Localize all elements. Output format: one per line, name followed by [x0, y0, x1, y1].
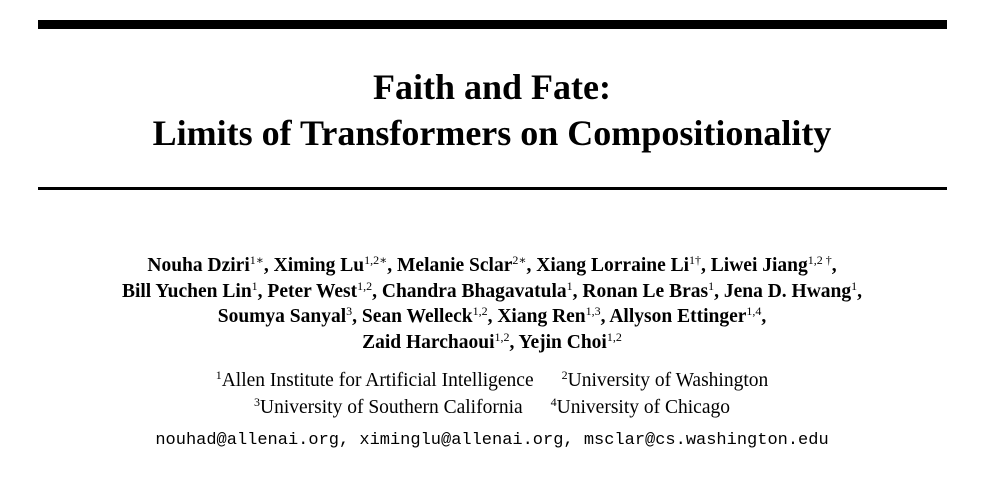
author — [536, 255, 706, 276]
affiliation — [254, 394, 523, 421]
title-line-2: Limits of Transformers on Compositionality — [152, 113, 832, 153]
author-name: Nouha Dziri — [147, 255, 250, 276]
author-affiliation-marker: 1 — [851, 278, 858, 293]
author-separator: , — [831, 255, 837, 276]
author-separator: , — [372, 280, 377, 302]
author-separator: , — [509, 331, 515, 353]
affiliation — [551, 394, 730, 421]
affiliation-number: 1 — [215, 368, 222, 382]
author-affiliation-marker: 1 — [708, 278, 715, 293]
author-affiliation-marker: 1† — [689, 253, 702, 267]
author-affiliation-marker: 1,2∗ — [364, 253, 388, 267]
author-name: Ronan Le Bras — [582, 280, 709, 302]
author-name: Soumya Sanyal — [217, 306, 347, 327]
author-name: Sean Welleck — [361, 306, 473, 327]
author-name: Melanie Sclar — [397, 255, 513, 276]
author-separator: , — [701, 255, 706, 276]
affiliation-number: 2 — [561, 368, 568, 382]
bottom-rule — [38, 187, 947, 190]
top-rule — [38, 20, 947, 29]
author-affiliation-marker: 2∗ — [512, 253, 527, 267]
author-affiliation-marker: 1,2 — [472, 304, 488, 318]
author — [397, 255, 531, 276]
author-name: Chandra Bhagavatula — [381, 280, 567, 302]
author-list — [0, 253, 984, 355]
author-emails: nouhad@allenai.org, ximinglu@allenai.org, msclar@cs.washington.edu — [155, 431, 829, 450]
author-name: Ximing Lu — [273, 255, 365, 276]
title-line-1: Faith and Fate: — [373, 67, 611, 107]
author — [147, 255, 268, 276]
author-affiliation-marker: 3 — [346, 304, 353, 318]
author-separator: , — [600, 306, 606, 327]
affiliation — [216, 367, 534, 394]
author — [267, 278, 377, 302]
author — [609, 306, 766, 327]
author-separator: , — [257, 280, 263, 302]
author-separator: , — [387, 255, 393, 276]
author-separator: , — [263, 255, 269, 276]
author — [362, 306, 493, 327]
affiliation-name: University of Chicago — [556, 397, 730, 418]
affiliation-name: Allen Institute for Artificial Intelligence — [221, 370, 534, 391]
author — [497, 306, 605, 327]
paper-title — [0, 64, 984, 156]
author-name: Zaid Harchaoui — [362, 331, 495, 353]
affiliation-name: University of Washington — [567, 370, 769, 391]
author-line — [0, 304, 984, 330]
author-affiliation-marker: 1,4 — [746, 304, 762, 318]
author — [723, 278, 863, 302]
author-separator: , — [352, 306, 358, 327]
author — [518, 329, 622, 353]
author — [362, 329, 515, 353]
author-affiliation-marker: 1 — [566, 278, 573, 293]
affiliation-line — [0, 394, 984, 421]
author-separator: , — [526, 255, 532, 276]
affiliation-number: 3 — [254, 395, 260, 409]
author — [711, 255, 837, 276]
author-affiliation-marker: 1∗ — [249, 253, 264, 267]
author-separator: , — [857, 280, 863, 302]
author — [381, 278, 578, 302]
author — [274, 255, 393, 276]
author-separator: , — [572, 280, 578, 302]
author-affiliation-marker: 1,2 † — [807, 253, 832, 267]
author-name: Xiang Lorraine Li — [536, 255, 690, 276]
author-name: Yejin Choi — [518, 331, 607, 353]
author-line — [0, 330, 984, 356]
affiliation-list — [0, 367, 984, 421]
author-affiliation-marker: 1,2 — [357, 278, 373, 293]
author-affiliation-marker: 1,2 — [606, 329, 622, 344]
author — [121, 278, 263, 302]
author-name: Allyson Ettinger — [609, 306, 747, 327]
author-name: Jena D. Hwang — [723, 280, 852, 302]
author-affiliation-marker: 1,3 — [585, 304, 601, 318]
author — [582, 278, 719, 302]
affiliation — [562, 367, 769, 394]
author-name: Bill Yuchen Lin — [121, 280, 252, 302]
author-separator: , — [761, 306, 767, 327]
author-line — [0, 253, 984, 279]
author — [218, 306, 357, 327]
affiliation-line — [0, 367, 984, 394]
author-line — [0, 279, 984, 305]
author-affiliation-marker: 1,2 — [494, 329, 510, 344]
author-separator: , — [714, 280, 719, 302]
affiliation-name: University of Southern California — [260, 397, 523, 418]
author-name: Peter West — [267, 280, 358, 302]
affiliation-number: 4 — [550, 395, 557, 409]
author-name: Xiang Ren — [497, 306, 586, 327]
author-name: Liwei Jiang — [710, 255, 808, 276]
author-separator: , — [487, 306, 493, 327]
author-affiliation-marker: 1 — [251, 278, 258, 293]
